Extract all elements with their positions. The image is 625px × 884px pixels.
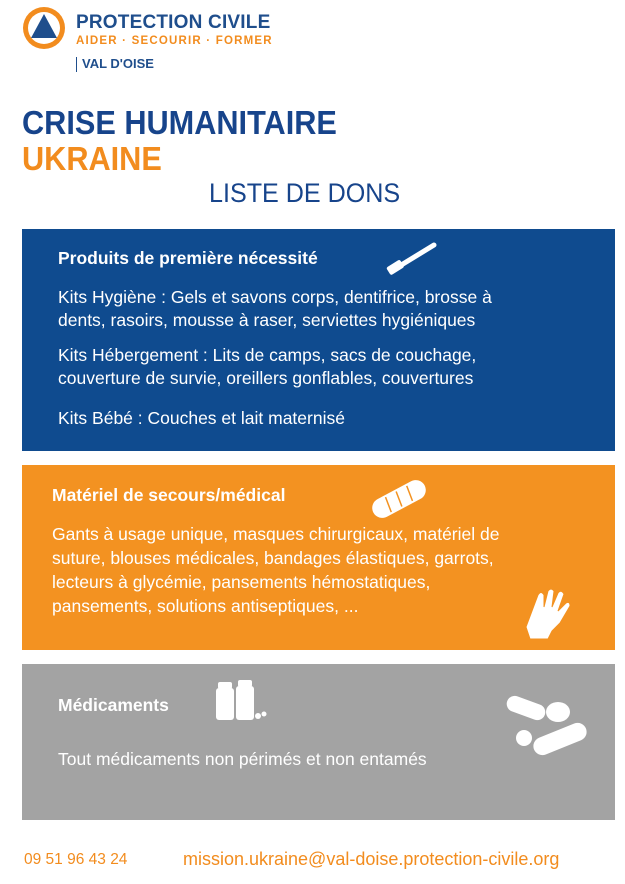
org-tagline: AIDER · SECOURIR · FORMER: [76, 35, 273, 47]
medical-panel: [22, 465, 615, 650]
glove-icon: [522, 585, 576, 641]
hygiene-kit-text-cont: dents, rasoirs, mousse à raser, serviettes hygiéniques: [58, 310, 476, 330]
medical-supplies-text: suture, blouses médicales, bandages élastiques, garrots,: [52, 548, 494, 568]
contact-email[interactable]: mission.ukraine@val-doise.protection-civile.org: [183, 849, 560, 869]
bandage-icon: [364, 475, 434, 523]
essentials-heading: Produits de première nécessité: [58, 248, 318, 268]
medicines-heading: Médicaments: [58, 695, 169, 715]
page-title-country: UKRAINE: [22, 140, 162, 177]
medicines-panel: [22, 664, 615, 820]
medical-supplies-text: lecteurs à glycémie, pansements hémostatiques,: [52, 572, 431, 592]
shelter-kit-text: Kits Hébergement : Lits de camps, sacs de couchage,: [58, 345, 477, 365]
essentials-panel: [22, 229, 615, 451]
page-title: CRISE HUMANITAIRE: [22, 104, 337, 141]
medical-heading: Matériel de secours/médical: [52, 485, 286, 505]
shelter-kit-text-cont: couverture de survie, oreillers gonflables, couvertures: [58, 368, 474, 388]
department-name: VAL D'OISE: [82, 56, 154, 71]
protection-civile-logo-icon: [22, 6, 66, 50]
razor-icon: [384, 239, 440, 281]
medical-supplies-text: pansements, solutions antiseptiques, ...: [52, 596, 359, 616]
pill-bottles-icon: [214, 678, 268, 724]
pills-icon: [502, 692, 594, 758]
hygiene-kit-text: Kits Hygiène : Gels et savons corps, dentifrice, brosse à: [58, 287, 492, 307]
page-subtitle: LISTE DE DONS: [209, 178, 401, 208]
medical-supplies-text: Gants à usage unique, masques chirurgicaux, matériel de: [52, 524, 500, 544]
baby-kit-text: Kits Bébé : Couches et lait maternisé: [58, 408, 345, 428]
contact-phone: 09 51 96 43 24: [24, 851, 128, 868]
department-divider: [76, 57, 77, 72]
medicines-text: Tout médicaments non périmés et non entamés: [58, 749, 427, 769]
org-name: PROTECTION CIVILE: [76, 12, 271, 33]
